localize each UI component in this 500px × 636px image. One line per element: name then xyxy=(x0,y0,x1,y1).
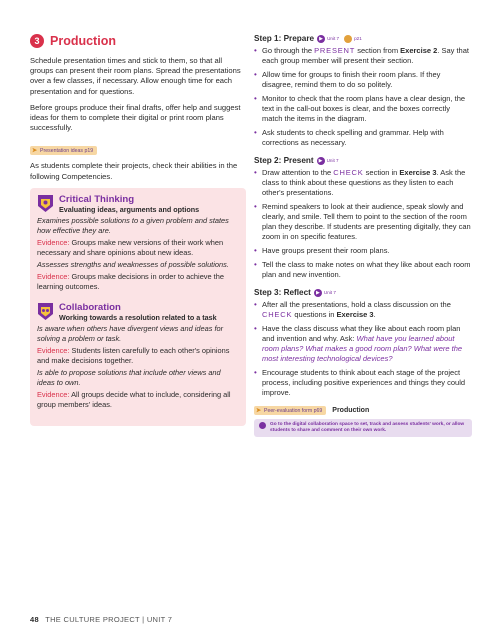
right-column xyxy=(254,34,472,437)
arrow-icon: ➤ xyxy=(32,148,38,155)
critical-thinking-title: Critical Thinking xyxy=(59,193,135,205)
evidence-text: Evidence: Groups make decisions in order to achieve the learning outcomes. xyxy=(37,271,224,291)
book-icon: ▶ xyxy=(317,35,325,43)
book-icon: ▶ xyxy=(314,289,322,297)
critical-thinking-block xyxy=(37,194,239,292)
list-item: • Monitor to check that the room plans have a clear design, the text in the call-out boxes is clear, and the boxes correctly match the items in the diagram. xyxy=(254,94,472,124)
section-title: Production xyxy=(50,34,116,48)
criterion-text: Assesses strengths and weaknesses of possible solutions. xyxy=(37,259,229,269)
unit-badge[interactable]: ▶ Unit 7 xyxy=(317,157,339,165)
digital-collaboration-note[interactable]: Go to the digital collaboration space to set, track and assess students' work, or allow students to share and comment on their own work. xyxy=(254,419,472,437)
step-2-header xyxy=(254,156,472,165)
competencies-paragraph: As students complete their projects, check their abilities in the following Competencies. xyxy=(30,161,238,181)
collaboration-icon xyxy=(37,302,54,321)
step-2-title: Step 2: Present xyxy=(254,156,314,165)
list-item: • Remind speakers to look at their audience, speak slowly and clearly, and smile. Tell them to point to the section of the room plan they describe. If students are presenting digitally, they can zoom in on specific features. xyxy=(254,202,472,242)
evidence-text: Evidence: All groups decide what to include, considering all group members' ideas. xyxy=(37,389,231,409)
intro-paragraph: Schedule presentation times and stick to them, so that all groups can present their room plans. Spread the presentations over a few classes, if necessary. Allow enough time for each presentation and for questions. xyxy=(30,56,241,96)
step-1-header xyxy=(254,34,472,43)
peer-evaluation-label: Production xyxy=(332,407,370,414)
collaboration-title: Collaboration xyxy=(59,301,121,313)
list-item: • Have groups present their room plans. xyxy=(254,246,472,256)
section-header xyxy=(30,34,246,48)
step-1-list xyxy=(254,46,472,148)
criterion-text: Is aware when others have divergent views and ideas for solving a problem or task. xyxy=(37,323,224,343)
arrow-icon: ➤ xyxy=(256,408,262,414)
list-item: • Allow time for groups to finish their room plans. If they disagree, remind them to do so politely. xyxy=(254,70,472,90)
peer-evaluation-tag[interactable]: ➤ Peer-evaluation form p69 xyxy=(254,406,326,415)
list-item: • Ask students to check spelling and grammar. Help with corrections as necessary. xyxy=(254,128,472,148)
criterion-text: Is able to propose solutions that include other views and ideas to own. xyxy=(37,367,221,387)
critical-thinking-subtitle: Evaluating ideas, arguments and options xyxy=(59,204,200,214)
evidence-text: Evidence: Groups make new versions of their work when necessary and share opinions about new ideas. xyxy=(37,237,224,257)
page-badge[interactable]: p21 xyxy=(344,35,362,43)
tag-label: Presentation ideas p19 xyxy=(40,147,94,154)
unit-badge[interactable]: ▶ Unit 7 xyxy=(317,35,339,43)
collaboration-block xyxy=(37,302,239,410)
step-1-title: Step 1: Prepare xyxy=(254,34,315,43)
list-item: • Go through the PRESENT section from Exercise 2. Say that each group member will present their section. xyxy=(254,46,472,66)
criterion-text: Examines possible solutions to a given problem and states how effective they are. xyxy=(37,215,229,235)
page-footer xyxy=(30,615,172,624)
drafts-paragraph: Before groups produce their final drafts, offer help and suggest ideas for them to complete their digital or print room plans successfully. xyxy=(30,102,241,133)
evidence-text: Evidence: Students listen carefully to each other's opinions and make decisions together. xyxy=(37,345,230,365)
list-item: • Draw attention to the CHECK section in Exercise 3. Ask the class to think about these questions as they listen to each other's presentations. xyxy=(254,168,472,198)
competencies-box xyxy=(30,188,246,426)
step-3-list xyxy=(254,300,472,398)
left-column xyxy=(30,34,246,426)
step-2-list xyxy=(254,168,472,280)
presentation-ideas-tag[interactable] xyxy=(30,146,97,155)
page-icon xyxy=(344,35,352,43)
section-number: 3 xyxy=(30,34,44,48)
list-item: • Tell the class to make notes on what they like about each room plan and new invention. xyxy=(254,260,472,280)
page-number: 48 xyxy=(30,615,39,624)
critical-thinking-icon xyxy=(37,194,54,213)
list-item: • Have the class discuss what they like about each room plan and invention and why. Ask: What have you learned about room plans? What makes a good room plan? What were the most interesting technological devices? xyxy=(254,324,472,364)
list-item: • Encourage students to think about each stage of the project process, including positive experiences and things they could improve. xyxy=(254,368,472,398)
step-3-header xyxy=(254,288,472,297)
peer-evaluation-row xyxy=(254,406,472,415)
unit-badge[interactable]: ▶ Unit 7 xyxy=(314,289,336,297)
step-3-title: Step 3: Reflect xyxy=(254,288,311,297)
book-icon: ▶ xyxy=(317,157,325,165)
collaboration-subtitle: Working towards a resolution related to a task xyxy=(59,312,217,322)
digital-icon xyxy=(259,422,266,429)
footer-text: THE CULTURE PROJECT | UNIT 7 xyxy=(45,615,173,624)
list-item: • After all the presentations, hold a class discussion on the CHECK questions in Exercise 3. xyxy=(254,300,472,320)
